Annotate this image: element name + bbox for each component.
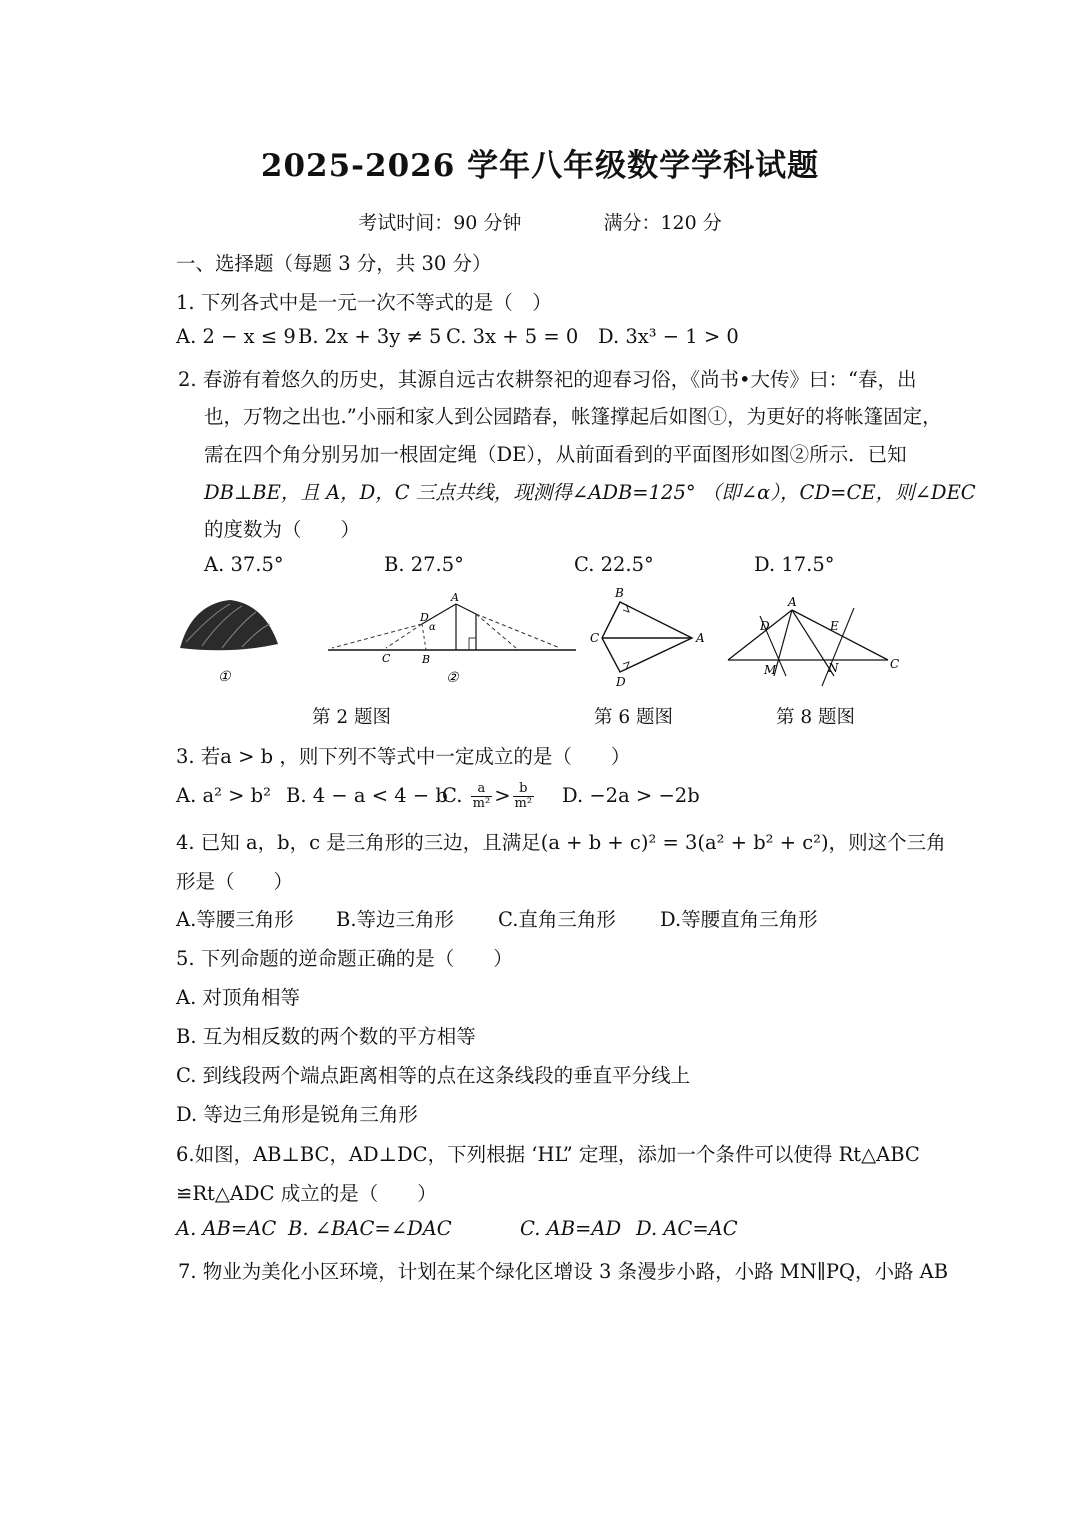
q3-option-b: B. 4 − a < 4 − b: [286, 784, 448, 807]
question-4-options: [176, 904, 818, 932]
q3-option-d: D. −2a > −2b: [562, 784, 700, 807]
fig8-point-c: C: [890, 657, 900, 671]
question-4-line-2: 形是（ ）: [176, 870, 294, 893]
q3-option-c-prefix: C.: [442, 784, 463, 807]
question-6-line-1: 6.如图，AB⊥BC，AD⊥DC，下列根据 ‘HL” 定理，添加一个条件可以使得 Rt△ABC: [176, 1143, 920, 1166]
fig6-point-c: C: [590, 631, 600, 645]
figure-6-caption: 第 6 题图: [594, 707, 674, 728]
question-2-line-5: 的度数为（ ）: [204, 518, 361, 541]
q2-option-d: D. 17.5°: [754, 553, 835, 576]
question-1-stem: 1. 下列各式中是一元一次不等式的是（ ）: [176, 291, 552, 314]
page-title: 2025-2026 学年八年级数学学科试题: [260, 148, 820, 184]
exam-meta: [0, 208, 1080, 235]
q6-option-d: D. AC=AC: [636, 1217, 738, 1240]
q1-option-d: D. 3x³ − 1 > 0: [598, 325, 739, 348]
fig6-point-b: B: [615, 586, 624, 600]
figure-2-diagram: [326, 590, 578, 686]
q3-fraction-a: [471, 782, 493, 811]
fig2-point-c: C: [382, 652, 391, 665]
question-4-line-1: 4. 已知 a，b，c 是三角形的三边，且满足(a + b + c)² = 3(a² + b² + c²)，则这个三角: [176, 831, 946, 854]
q3-option-c-op: >: [494, 784, 511, 807]
q6-option-b: B. ∠BAC=∠DAC: [288, 1217, 452, 1240]
q6-option-c: C. AB=AD: [520, 1217, 622, 1240]
fig2-label: ②: [446, 670, 459, 686]
q3-fraction-b: [513, 782, 535, 811]
question-3-stem: 3. 若a > b ，则下列不等式中一定成立的是（ ）: [176, 745, 631, 768]
q2-option-c: C. 22.5°: [574, 553, 654, 576]
q3-option-c: [442, 782, 562, 811]
fig2-point-b: B: [422, 653, 431, 666]
q5-option-b: B. 互为相反数的两个数的平方相等: [176, 1025, 476, 1048]
q3-frac-den-b: m²: [514, 796, 533, 811]
fig6-point-a: A: [696, 631, 705, 645]
q2-option-a: A. 37.5°: [204, 553, 284, 576]
figure-6-diagram: [582, 584, 712, 690]
q5-option-c: C. 到线段两个端点距离相等的点在这条线段的垂直平分线上: [176, 1064, 691, 1087]
fig8-point-e: E: [830, 619, 839, 633]
q2-option-b: B. 27.5°: [384, 553, 464, 576]
q1-option-a: A. 2 − x ≤ 9: [176, 325, 296, 348]
fig8-point-m: M: [764, 663, 777, 677]
q1-option-c: C. 3x + 5 = 0: [446, 325, 579, 348]
question-2-line-1: 2. 春游有着悠久的历史，其源自远古农耕祭祀的迎春习俗，《尚书•大传》曰：“春，出: [178, 368, 917, 391]
figure-2-caption: 第 2 题图: [312, 707, 392, 728]
fig2-point-a: A: [451, 591, 459, 604]
tent-figure: [172, 592, 284, 684]
question-2-line-3: 需在四个角分别另加一根固定绳（DE），从前面看到的平面图形如图②所示．已知: [204, 443, 907, 466]
q1-option-b: B. 2x + 3y ≠ 5: [298, 325, 442, 348]
q3-frac-num-a: a: [471, 782, 493, 797]
fig8-point-a: A: [788, 596, 797, 609]
fig2-point-d: D: [420, 611, 429, 624]
exam-full-score: 满分：120 分: [603, 212, 722, 234]
fig8-point-n: N: [828, 661, 839, 675]
q4-option-c: C.直角三角形: [498, 908, 616, 931]
question-5-stem: 5. 下列命题的逆命题正确的是（ ）: [176, 947, 513, 970]
q5-option-d: D. 等边三角形是锐角三角形: [176, 1103, 418, 1126]
exam-time: 考试时间：90 分钟: [358, 212, 522, 234]
question-2-options: [204, 553, 835, 576]
q3-frac-den-a: m²: [472, 796, 491, 811]
fig2-alpha: α: [429, 622, 436, 633]
fig1-label: ①: [218, 669, 231, 684]
question-6-line-2: ≌Rt△ADC 成立的是（ ）: [176, 1182, 437, 1205]
q6-option-a: A. AB=AC: [176, 1217, 277, 1240]
question-1-options: [176, 325, 739, 348]
question-2-line-4: DB⊥BE，且 A，D，C 三点共线，现测得∠ADB=125° （即∠α），CD=CE，则∠DEC: [204, 481, 976, 504]
section-heading: 一、选择题（每题 3 分，共 30 分）: [176, 252, 492, 275]
figure-8-diagram: [722, 596, 904, 688]
q4-option-a: A.等腰三角形: [176, 908, 294, 931]
q4-option-d: D.等腰直角三角形: [660, 908, 818, 931]
question-3-options: [176, 782, 700, 811]
q4-option-b: B.等边三角形: [336, 908, 455, 931]
fig6-point-d: D: [616, 675, 626, 689]
q3-option-a: A. a² > b²: [176, 784, 271, 807]
q5-option-a: A. 对顶角相等: [176, 986, 300, 1009]
question-2-line-2: 也，万物之出也.”小丽和家人到公园踏春，帐篷撑起后如图①，为更好的将帐篷固定，: [204, 405, 942, 428]
question-6-options: [176, 1217, 738, 1240]
fig8-point-d: D: [760, 619, 770, 633]
question-7-line-1: 7. 物业为美化小区环境，计划在某个绿化区增设 3 条漫步小路，小路 MN∥PQ，小路 AB: [178, 1260, 949, 1283]
figure-8-caption: 第 8 题图: [776, 707, 856, 728]
q3-frac-num-b: b: [513, 782, 535, 797]
